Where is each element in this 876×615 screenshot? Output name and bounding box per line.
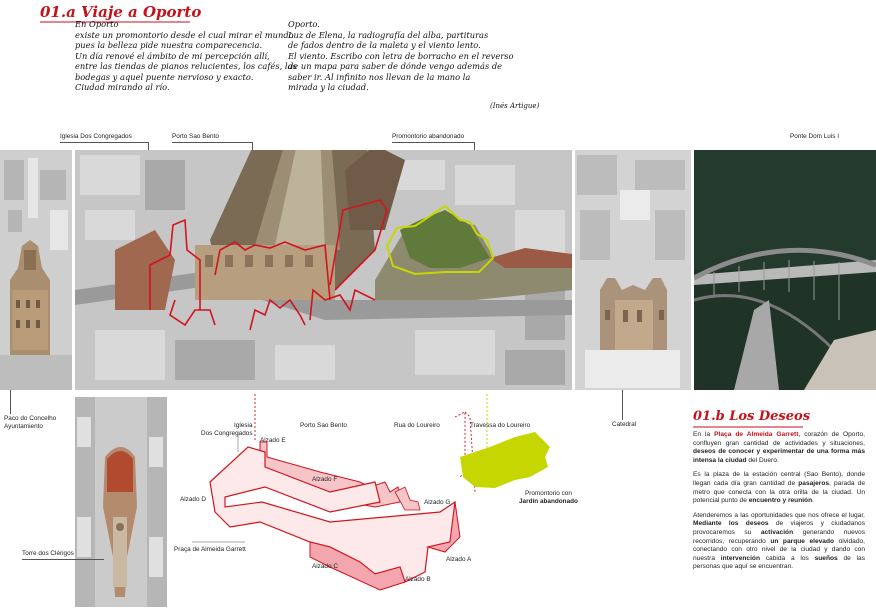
diag-label-alzado-c: Alzado C	[312, 563, 338, 570]
poem-line: Ciudad mirando al río.	[75, 82, 170, 92]
diag-label-promontorio-line2: Jardín abandonado	[519, 498, 578, 505]
diag-label-alzado-e: Alzado E	[260, 437, 286, 444]
poem-line: bodegas y aquel puente nervioso y exacto.	[75, 71, 254, 82]
leader	[392, 142, 474, 143]
label-iglesia: Iglesia Dos Congregados	[60, 133, 132, 140]
leader	[172, 142, 252, 143]
label-porto-sao-bento: Porto Sao Bento	[172, 133, 219, 140]
poem-line: Oporto.	[288, 19, 320, 29]
photo-catedral	[575, 150, 691, 390]
diag-label-alzado-a: Alzado A	[446, 556, 472, 563]
paragraph-3: Atenderemos a las oportunidades que nos ofrece el lugar. Mediante los deseos de viajeros y ciudadanos provocaremos su activación generando nuevos recorridos, recuperando un parque elevado olvidado, conectando con otro nivel de la ciudad y dando con nuestra intervención cabida a los sueños de las personas que aquí se encuentran.	[693, 511, 866, 571]
label-promontorio: Promontorio abandonado	[392, 133, 465, 140]
leader	[10, 390, 11, 414]
diag-label-alzado-g: Alzado G	[424, 499, 451, 506]
leader	[22, 559, 104, 560]
label-torre: Torre dos Clérigos	[22, 550, 74, 557]
diag-label-iglesia	[201, 422, 253, 438]
section-b-underline	[693, 426, 803, 429]
paragraph-2: Es la plaza de la estación central (Sao Bento), donde llegan cada día gran cantidad de pasajeros, parada de metro que conecta con la otra orilla de la ciudad. Un potencial punto de encuentro y reunión.	[693, 471, 865, 505]
photo-torre-clerigos	[75, 397, 167, 607]
diag-label-alzado-b: Alzado B	[405, 576, 431, 583]
poem-author: (Inés Artigue)	[490, 102, 540, 110]
diag-label-travessa-loureiro: Travessa do Loureiro	[470, 422, 531, 429]
label-catedral: Catedral	[612, 421, 637, 428]
diag-label-promontorio	[519, 490, 578, 506]
poem-left	[75, 19, 297, 93]
diag-label-promontorio-line1: Promontorio con	[525, 490, 572, 497]
paragraph-1: En la Plaça de Almeida Garrett, corazón de Oporto, confluyen gran cantidad de actividades y situaciones, deseos de conocer y experimentar de una forma más intensa la ciudad del Duero.	[693, 431, 865, 464]
diag-label-praca: Praça de Almeida Garrett	[174, 546, 246, 553]
label-paco	[4, 415, 56, 431]
leader	[60, 142, 148, 143]
poem-line: de fados dentro de la maleta y el viento lento.	[288, 40, 481, 50]
poem-line: pues la belleza pide nuestra comparecencia.	[75, 40, 263, 50]
poem-line: mirada y la ciudad.	[288, 82, 369, 92]
poem-line: Luz de Elena, la radiografía del alba, partituras	[288, 29, 489, 40]
poem-line: Un día renové el ámbito de mi percepción allí,	[75, 50, 270, 61]
label-ponte: Ponte Dom Luis I	[790, 133, 840, 140]
section-b-text	[693, 431, 865, 578]
photo-aerial-sao-bento	[75, 150, 572, 390]
diag-label-alzado-f: Alzado F	[312, 476, 338, 483]
diag-label-iglesia-line1: Iglesia	[234, 422, 253, 429]
photo-paco-concelho	[0, 150, 72, 390]
label-paco-line2: Ayuntamiento	[4, 423, 43, 430]
poem-right	[288, 19, 513, 93]
diag-label-alzado-d: Alzado D	[180, 496, 206, 503]
poem-line: de un mapa para saber de dónde vengo además de	[288, 61, 503, 71]
section-b-title: 01.b Los Deseos	[693, 409, 811, 424]
section-a-title: 01.a Viaje a Oporto	[40, 3, 202, 21]
label-paco-line1: Paco do Concelho	[4, 415, 57, 422]
diag-label-rua-loureiro: Rua do Loureiro	[394, 422, 440, 429]
poem-line: existe un promontorio desde el cual mirar el mundo	[75, 29, 294, 40]
poem-line: En Oporto	[75, 19, 119, 29]
photo-ponte	[694, 150, 876, 390]
poem-line: El viento. Escribo con letra de borracho en el reverso	[288, 50, 514, 61]
poem-line: saber ir. Al infinito nos llevan de la mano la	[288, 71, 471, 82]
diag-label-porto-sao-bento: Porto Sao Bento	[300, 422, 347, 429]
diag-label-iglesia-line2: Dos Congregados	[201, 430, 253, 437]
poem-line: entre las tiendas de pianos relucientes, los cafés, las	[75, 61, 297, 71]
